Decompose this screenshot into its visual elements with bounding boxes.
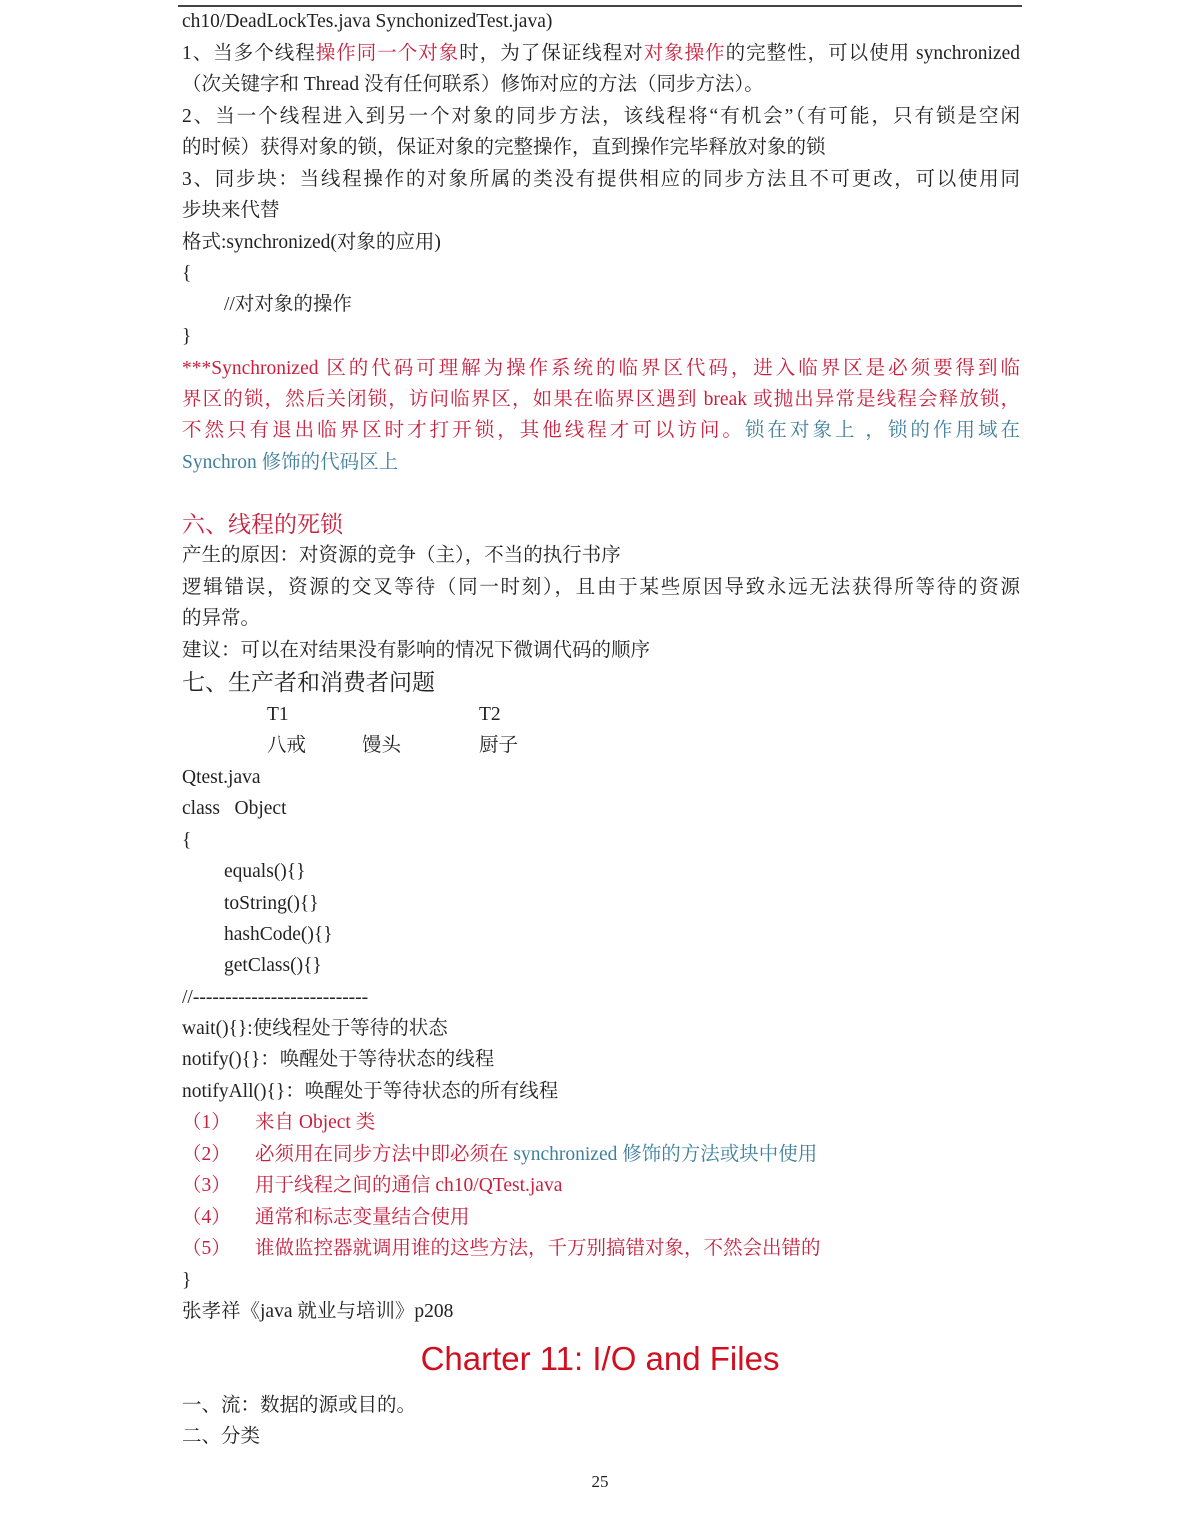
s6-line-1: 产生的原因：对资源的竞争（主），不当的执行书序 [182, 545, 621, 566]
rule-item [182, 1142, 1020, 1168]
format-body: //对对象的操作 [224, 294, 352, 315]
notifyall-line: notifyAll(){}：唤醒处于等待状态的所有线程 [182, 1081, 559, 1102]
highlight: 操作同一个对象 [315, 43, 460, 64]
num: （3） [182, 1175, 231, 1196]
code-file: Qtest.java [182, 767, 261, 788]
text: 的完整性，可以使用 synchronized [725, 43, 1020, 64]
note-line-1: ***Synchronized 区的代码可理解为操作系统的临界区代码，进入临界区是必须要得到临 [182, 358, 1020, 379]
s6-line-3: 的异常。 [182, 608, 261, 629]
s11-line-2: 二、分类 [182, 1426, 261, 1447]
note-line-4: Synchron 修饰的代码区上 [182, 452, 399, 473]
section-7-heading: 七、生产者和消费者问题 [182, 670, 435, 695]
method: getClass(){} [224, 955, 322, 976]
chapter-title: Charter 11: I/O and Files [420, 1340, 780, 1377]
code-close: } [182, 1270, 192, 1291]
code-open: { [182, 830, 192, 851]
text: 锁在对象上 ，锁的作用域在 [744, 420, 1020, 441]
text: 1、当多个线程 [182, 43, 316, 64]
rule-item [182, 1205, 1020, 1231]
para-3-line-1: 3、同步块：当线程操作的对象所属的类没有提供相应的同步方法且不可更改，可以使用同 [182, 169, 1020, 190]
highlight: 对象操作 [643, 43, 726, 64]
para-1-line-1 [182, 41, 1020, 67]
method: equals(){} [224, 861, 306, 882]
method: hashCode(){} [224, 924, 333, 945]
rule-item [182, 1110, 1020, 1136]
num: （4） [182, 1207, 231, 1228]
para-3-line-2: 步块来代替 [182, 200, 280, 221]
note-line-3 [182, 418, 1020, 444]
keyword: synchronized [513, 1144, 618, 1165]
text: 通常和标志变量结合使用 [255, 1207, 470, 1228]
para-1-line-2: （次关键字和 Thread 没有任何联系）修饰对应的方法（同步方法）。 [182, 74, 764, 95]
format-label: 格式:synchronized(对象的应用) [182, 232, 441, 253]
mantou-label: 馒头 [362, 735, 402, 756]
page-number: 25 [591, 1472, 609, 1491]
t2-label: T2 [479, 704, 501, 725]
para-2-line-1: 2、当一个线程进入到另一个对象的同步方法，该线程将“有机会”（有可能，只有锁是空闲 [182, 106, 1020, 127]
s11-line-1: 一、流：数据的源或目的。 [182, 1395, 417, 1416]
bajie-label: 八戒 [267, 735, 307, 756]
note-line-2: 界区的锁，然后关闭锁，访问临界区，如果在临界区遇到 break 或抛出异常是线程会释放锁， [182, 389, 1020, 410]
code-class: class Object [182, 798, 287, 819]
reference: 张孝祥《java 就业与培训》p208 [182, 1301, 454, 1322]
num: （1） [182, 1112, 231, 1133]
brace-close: } [182, 326, 192, 347]
brace-open: { [182, 263, 192, 284]
rule-item [182, 1236, 1020, 1262]
text: 用于线程之间的通信 ch10/QTest.java [255, 1175, 563, 1196]
text: 必须用在同步方法中即必须在 [255, 1144, 509, 1165]
text: 时，为了保证线程对 [459, 43, 644, 64]
text: 谁做监控器就调用谁的这些方法，千万别搞错对象，不然会出错的 [255, 1238, 821, 1259]
num: （5） [182, 1238, 231, 1259]
s6-line-4: 建议：可以在对结果没有影响的情况下微调代码的顺序 [182, 640, 651, 661]
s6-line-2: 逻辑错误，资源的交叉等待（同一时刻），且由于某些原因导致永远无法获得所等待的资源 [182, 577, 1020, 598]
wait-line: wait(){}:使线程处于等待的状态 [182, 1018, 448, 1039]
text: 来自 Object 类 [255, 1112, 376, 1133]
chuzi-label: 厨子 [479, 735, 519, 756]
para-2-line-2: 的时候）获得对象的锁，保证对象的完整操作，直到操作完毕释放对象的锁 [182, 137, 826, 158]
rule-item [182, 1173, 1020, 1199]
t1-label: T1 [267, 704, 289, 725]
method: toString(){} [224, 893, 319, 914]
text: 不然只有退出临界区时才打开锁，其他线程才可以访问。 [182, 420, 745, 441]
text: 修饰的方法或块中使用 [622, 1144, 818, 1165]
num: （2） [182, 1144, 231, 1165]
separator: //--------------------------- [182, 987, 369, 1008]
notify-line: notify(){}：唤醒处于等待状态的线程 [182, 1049, 495, 1070]
top-rule [178, 5, 1022, 7]
section-6-heading: 六、线程的死锁 [182, 512, 343, 537]
files-line: ch10/DeadLockTes.java SynchonizedTest.java) [182, 11, 553, 32]
